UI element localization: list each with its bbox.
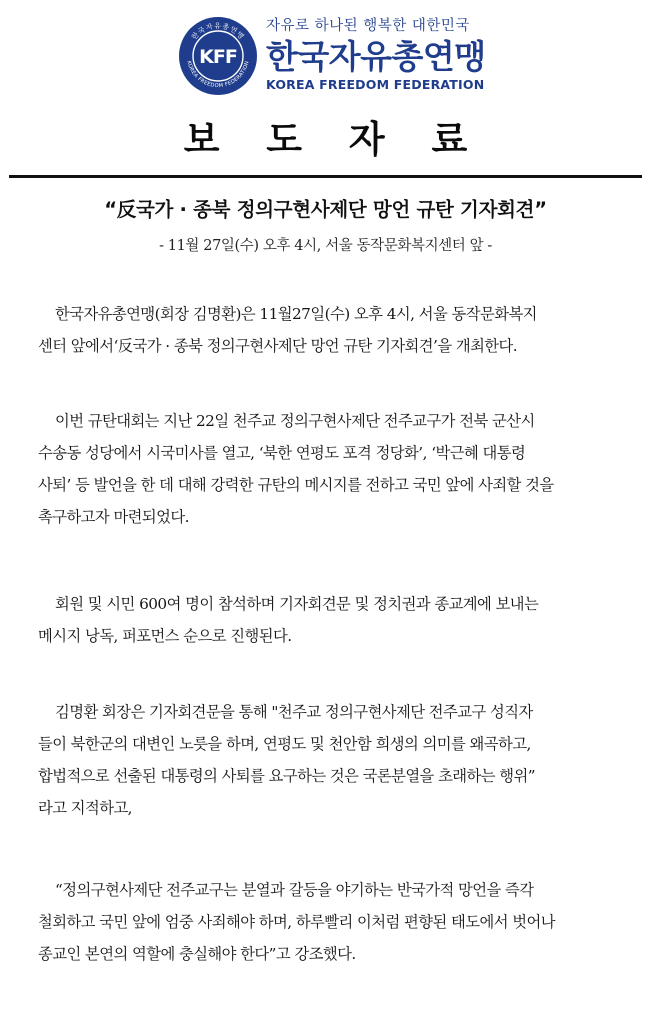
press-release-title: “反국가 · 종북 정의구현사제단 망언 규탄 기자회견” <box>104 198 547 221</box>
paragraph-2 <box>38 405 616 533</box>
letterhead <box>0 14 651 104</box>
svg-text:한국자유총연맹: 한국자유총연맹 <box>190 22 246 42</box>
org-name-korean: 한국자유총연맹 <box>266 37 486 76</box>
paragraph-5 <box>38 874 616 970</box>
press-release-subtitle: - 11월 27일(수) 오후 4시, 서울 동작문화복지센터 앞 - <box>159 238 492 254</box>
org-name-english: KOREA FREEDOM FEDERATION <box>266 77 485 92</box>
paragraph-line: 이번 규탄대회는 지난 22일 천주교 정의구현사제단 전주교구가 전북 군산시 <box>55 412 535 430</box>
paragraph-line: 사퇴’ 등 발언을 한 데 대해 강력한 규탄의 메시지를 전하고 국민 앞에 사죄할 것을 <box>38 476 554 494</box>
paragraph-line: “정의구현사제단 전주교구는 분열과 갈등을 야기하는 반국가적 망언을 즉각 <box>55 881 534 899</box>
paragraph-4 <box>38 696 616 824</box>
org-slogan: 자유로 하나된 행복한 대한민국 <box>266 18 470 34</box>
paragraph-line: 라고 지적하고, <box>38 799 132 817</box>
press-release-heading: 보 도 자 료 <box>183 118 485 161</box>
paragraph-1 <box>38 298 616 362</box>
paragraph-line: 들이 북한군의 대변인 노릇을 하며, 연평도 및 천안함 희생의 의미를 왜곡하고, <box>38 735 531 753</box>
paragraph-line: 합법적으로 선출된 대통령의 사퇴를 요구하는 것은 국론분열을 초래하는 행위” <box>38 767 536 785</box>
logo-initials: KFF <box>199 46 237 68</box>
organization-block <box>266 16 506 93</box>
heading-divider <box>9 175 642 178</box>
paragraph-line: 종교인 본연의 역할에 충실해야 한다”고 강조했다. <box>38 945 356 963</box>
svg-text:KOREA FREEDOM FEDERATION: KOREA FREEDOM FEDERATION <box>185 60 251 90</box>
paragraph-line: 김명환 회장은 기자회견문을 통해 "천주교 정의구현사제단 전주교구 성직자 <box>55 703 533 721</box>
paragraph-line: 한국자유총연맹(회장 김명환)은 11월27일(수) 오후 4시, 서울 동작문화복지 <box>55 305 537 323</box>
paragraph-line: 메시지 낭독, 퍼포먼스 순으로 진행된다. <box>38 627 292 645</box>
paragraph-line: 촉구하고자 마련되었다. <box>38 508 189 526</box>
paragraph-line: 수송동 성당에서 시국미사를 열고, ‘북한 연평도 포격 정당화’, ‘박근혜 대통령 <box>38 444 526 462</box>
paragraph-3 <box>38 588 616 652</box>
paragraph-line: 센터 앞에서‘反국가 · 종북 정의구현사제단 망언 규탄 기자회견’을 개최한다. <box>38 337 518 355</box>
paragraph-line: 회원 및 시민 600여 명이 참석하며 기자회견문 및 정치권과 종교계에 보내는 <box>55 595 539 613</box>
paragraph-line: 철회하고 국민 앞에 엄중 사죄해야 하며, 하루빨리 이처럼 편향된 태도에서 벗어나 <box>38 913 555 931</box>
kff-logo-seal-icon <box>178 16 258 96</box>
